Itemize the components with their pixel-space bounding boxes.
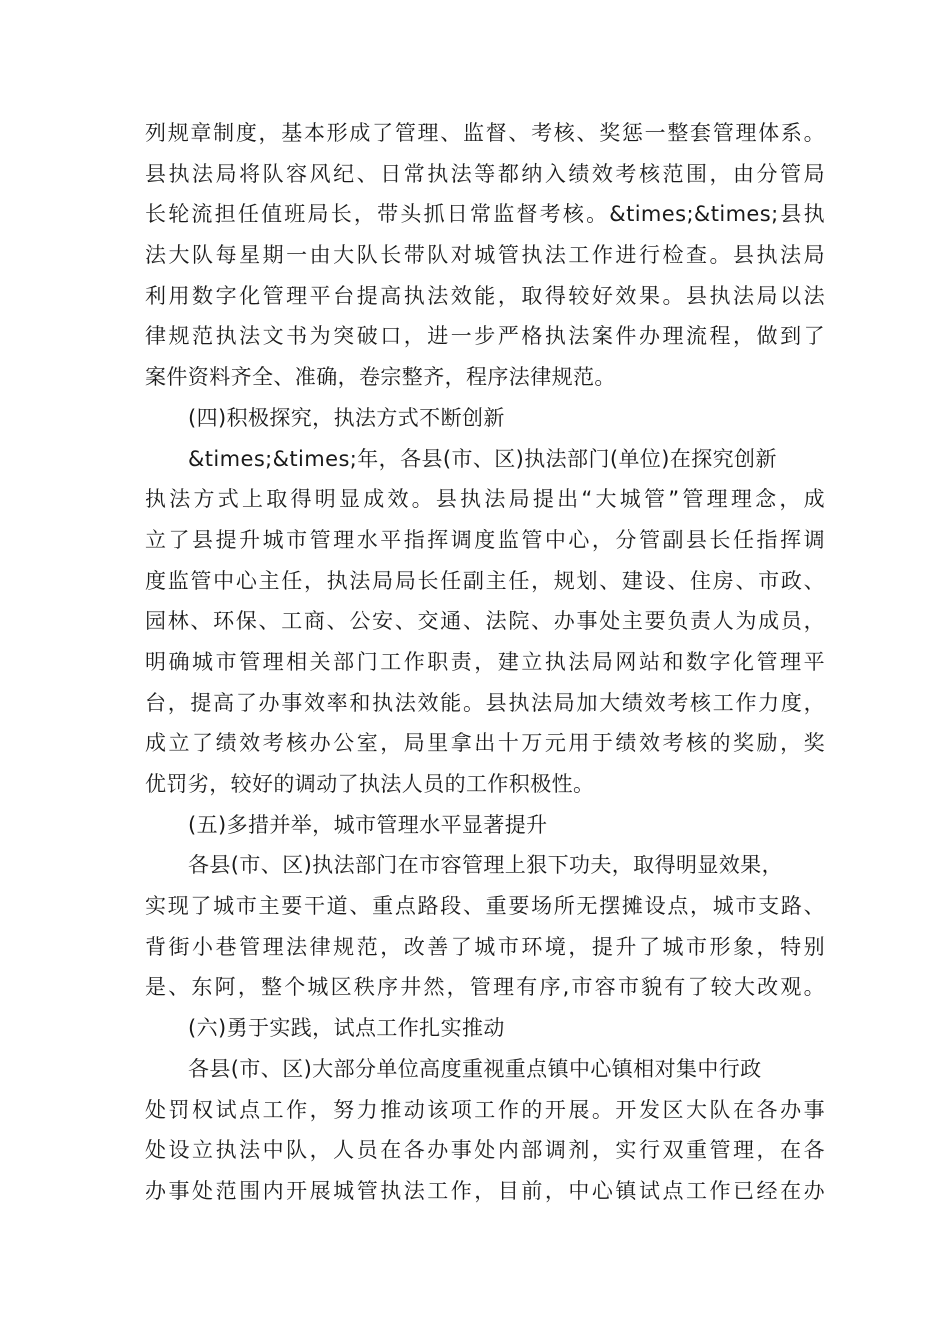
text-line: 实现了城市主要干道、重点路段、重要场所无摆摊设点，城市支路、 <box>145 894 825 919</box>
text-line: 是、东阿，整个城区秩序井然，管理有序,市容市貌有了较大改观。 <box>145 975 825 1000</box>
body-text <box>145 113 825 1212</box>
text-line: 办事处范围内开展城管执法工作，目前，中心镇试点工作已经在办 <box>145 1178 825 1203</box>
text-line: 明确城市管理相关部门工作职责，建立执法局网站和数字化管理平 <box>145 649 825 674</box>
text-line: 列规章制度，基本形成了管理、监督、考核、奖惩一整套管理体系。 <box>145 121 825 145</box>
text-line: 处设立执法中队，人员在各办事处内部调剂，实行双重管理，在各 <box>145 1138 825 1163</box>
section-heading: (六)勇于实践，试点工作扎实推动 <box>188 1016 505 1041</box>
text-line: 律规范执法文书为突破口，进一步严格执法案件办理流程，做到了 <box>145 324 825 349</box>
text-line: 立了县提升城市管理水平指挥调度监管中心，分管副县长任指挥调 <box>145 527 825 552</box>
paragraph-first-line: &times;&times;年，各县(市、区)执法部门(单位)在探究创新 <box>188 446 777 471</box>
text-line: 度监管中心主任，执法局局长任副主任，规划、建设、住房、市政、 <box>145 568 825 593</box>
text-line: 成立了绩效考核办公室，局里拿出十万元用于绩效考核的奖励，奖 <box>145 731 825 756</box>
text-line: 县执法局将队容风纪、日常执法等都纳入绩效考核范围，由分管局 <box>145 161 825 186</box>
text-line: 法大队每星期一由大队长带队对城管执法工作进行检查。县执法局 <box>145 243 825 268</box>
paragraph-first-line: 各县(市、区)大部分单位高度重视重点镇中心镇相对集中行政 <box>188 1056 762 1081</box>
text-line: 长轮流担任值班局长，带头抓日常监督考核。&times;&times;县执 <box>145 202 825 227</box>
section-heading: (四)积极探究，执法方式不断创新 <box>188 405 505 430</box>
section-heading: (五)多措并举，城市管理水平显著提升 <box>188 812 548 837</box>
text-line: 背街小巷管理法律规范，改善了城市环境，提升了城市形象，特别 <box>145 934 825 959</box>
text-line: 处罚权试点工作，努力推动该项工作的开展。开发区大队在各办事 <box>145 1097 825 1122</box>
text-line: 执法方式上取得明显成效。县执法局提出“大城管”管理理念，成 <box>145 487 825 512</box>
text-line: 利用数字化管理平台提高执法效能，取得较好效果。县执法局以法 <box>145 283 825 308</box>
text-line: 台，提高了办事效率和执法效能。县执法局加大绩效考核工作力度， <box>145 690 825 715</box>
text-line: 园林、环保、工商、公安、交通、法院、办事处主要负责人为成员， <box>145 609 825 634</box>
paragraph-first-line: 各县(市、区)执法部门在市容管理上狠下功夫，取得明显效果， <box>188 853 783 878</box>
text-line: 优罚劣，较好的调动了执法人员的工作积极性。 <box>145 772 595 796</box>
text-line: 案件资料齐全、准确，卷宗整齐，程序法律规范。 <box>145 365 616 390</box>
